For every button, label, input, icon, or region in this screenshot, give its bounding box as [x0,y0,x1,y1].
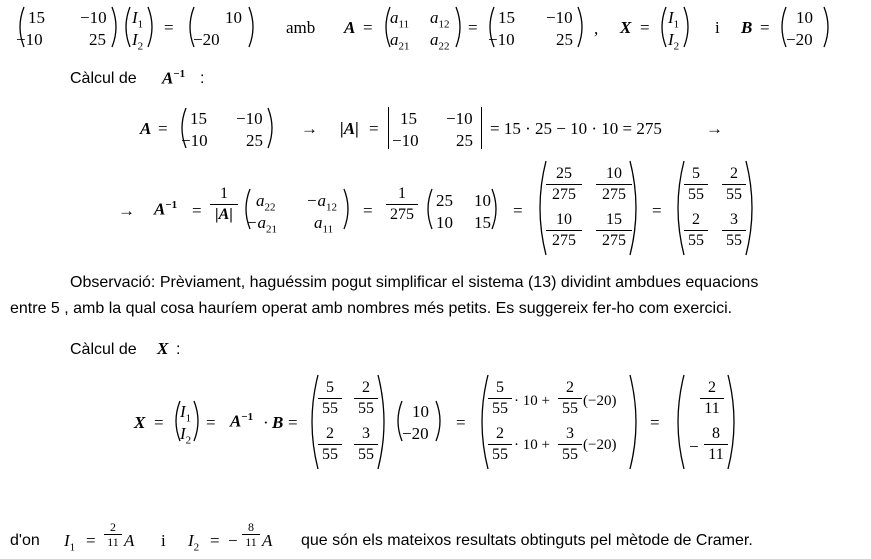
matrix-cell: −10 [181,131,208,150]
right-paren [682,6,694,48]
right-paren [146,6,158,48]
matrix-cell: 15 [474,213,491,232]
equals-sign: = [650,413,660,432]
equals-sign: = [86,531,96,550]
right-paren [744,160,760,256]
matrix-cell: −10 [488,30,515,49]
equals-sign: = [468,18,478,37]
current-symbol: $I_2$ [188,531,200,554]
right-paren [192,400,204,442]
matrix-cell: $a_{11}$ [390,8,410,31]
right-paren [247,6,259,48]
fraction: 8 11 [242,521,260,548]
matrix-cell: −10 [16,30,43,49]
heading-text: Càlcul de [70,70,137,87]
vector-cell: 10 [412,402,429,421]
i-word: i [161,531,166,550]
don-word: d'on [10,532,40,549]
right-paren [490,188,502,230]
matrix-cell: 25 [246,131,263,150]
minus-sign: − [689,437,699,456]
equals-sign: = [154,413,164,432]
equals-sign: = [164,18,174,37]
inverse-symbol: $A^{-1}$ [154,199,178,219]
matrix-cell: 10 [474,191,491,210]
conclusion-text: que són els mateixos resultats obtinguts pel mètode de Cramer. [301,532,753,549]
adj-cell: $a_{22}$ [256,191,276,214]
colon: : [200,70,205,87]
matrix-cell: −10 [80,8,107,27]
equals-sign: = [369,119,379,138]
arrow: → [301,119,318,138]
fraction: 2 55 [558,380,582,417]
equals-sign: = [288,413,298,432]
fraction: 3 55 [722,212,746,249]
fraction: 2 55 [318,426,342,463]
equals-sign: = [652,201,662,220]
inverse-symbol: $A^{-1}$ [230,411,254,431]
vector-cell: 10 [796,8,813,27]
left-paren [656,6,668,48]
vector-cell: −20 [193,30,220,49]
matrix-cell: −10 [446,109,473,128]
matrix-cell: −10 [392,131,419,150]
heading-text: Càlcul de [70,341,137,358]
amb-word: amb [286,18,316,37]
equals-sign: = [206,413,216,432]
matrix-cell: 15 [190,109,207,128]
vector-cell: 10 [225,8,242,27]
fraction: 3 55 [558,426,582,463]
right-paren [454,6,466,48]
vector-cell: $I_1$ [132,8,144,31]
observation-line-2: entre 5 , amb la qual cosa hauríem operat amb nombres més petits. Es suggereix fer-ho com exercici. [10,300,733,317]
equals-sign: = [456,413,466,432]
right-paren [628,374,644,470]
vector-symbol: B [272,413,284,432]
fraction: 1 275 [386,186,418,223]
determinant-bar [481,107,482,149]
equals-sign: = [210,531,220,550]
vector-cell: $I_1$ [668,8,680,31]
matrix-cell: $a_{12}$ [430,8,450,31]
matrix-cell: 25 [89,30,106,49]
matrix-symbol: A [140,119,152,138]
arrow: → [706,119,723,138]
vector-cell: −20 [402,424,429,443]
fraction: 2 55 [684,212,708,249]
matrix-cell: 15 [400,109,417,128]
matrix-cell: $a_{21}$ [390,30,410,53]
term-text: · 10 + [514,437,550,453]
comma: , [594,19,599,38]
fraction: 5 55 [684,166,708,203]
right-paren [376,374,392,470]
left-paren [670,374,686,470]
fraction: 2 11 [700,380,724,417]
fraction: 10 275 [596,166,632,203]
fraction: 10 275 [546,212,582,249]
matrix-cell: 15 [28,8,45,27]
vector-cell: $I_2$ [132,30,144,53]
matrix-cell: −10 [546,8,573,27]
matrix-cell: −10 [236,109,263,128]
right-paren [628,160,644,256]
matrix-cell: $a_{22}$ [430,30,450,53]
right-paren [576,6,588,48]
fraction: 2 11 [104,521,122,548]
vector-cell: −20 [786,30,813,49]
term-text: · 10 + [514,393,550,409]
adj-cell: $-a_{12}$ [306,191,337,214]
right-paren [726,374,742,470]
right-paren [434,400,446,442]
adj-cell: $-a_{21}$ [246,213,277,236]
fraction: 15 275 [596,212,632,249]
determinant-symbol: |A| [340,119,359,138]
determinant-expression: = 15 · 25 − 10 · 10 = 275 [490,119,662,138]
right-paren [266,107,278,149]
vector-symbol: X [134,413,146,432]
arrow: → [118,201,135,220]
heading-symbol: $A^{-1}$ [162,68,186,88]
left-paren [120,6,132,48]
fraction: 2 55 [488,426,512,463]
unit-symbol: A [124,531,135,550]
fraction: 2 55 [354,380,378,417]
fraction: 8 11 [704,426,728,463]
fraction: 5 55 [488,380,512,417]
fraction: 25 275 [546,166,582,203]
fraction: 5 55 [318,380,342,417]
fraction: 3 55 [354,426,378,463]
minus-sign: − [228,531,238,550]
observation-line-1: Observació: Prèviament, haguéssim pogut simplificar el sistema (13) dividint ambdues equacions [70,274,759,291]
matrix-cell: 15 [498,8,515,27]
matrix-symbol: A [344,18,356,37]
matrix-cell: 10 [436,213,453,232]
equals-sign: = [760,18,770,37]
vector-cell: $I_1$ [180,402,192,425]
unit-symbol: A [262,531,273,550]
equals-sign: = [640,18,650,37]
left-paren [422,188,434,230]
dot-operator: · [263,413,269,432]
equals-sign: = [513,201,523,220]
adj-cell: $a_{11}$ [314,213,334,236]
determinant-bar [388,107,389,149]
matrix-cell: 25 [456,131,473,150]
equals-sign: = [363,18,373,37]
term-text: (−20) [583,437,617,453]
heading-symbol: X [157,339,169,358]
fraction: 2 55 [722,166,746,203]
equals-sign: = [192,201,202,220]
equals-sign: = [363,201,373,220]
right-paren [822,6,834,48]
current-symbol: $I_1$ [64,531,76,554]
matrix-cell: 25 [436,191,453,210]
vector-symbol: B [741,18,753,37]
term-text: (−20) [583,393,617,409]
i-word: i [715,18,720,37]
matrix-cell: 25 [556,30,573,49]
right-paren [342,188,354,230]
vector-cell: $I_2$ [180,424,192,447]
colon: : [176,341,181,358]
equals-sign: = [158,119,168,138]
vector-cell: $I_2$ [668,30,680,53]
vector-symbol: X [620,18,632,37]
fraction: 1 |A| [210,186,238,223]
